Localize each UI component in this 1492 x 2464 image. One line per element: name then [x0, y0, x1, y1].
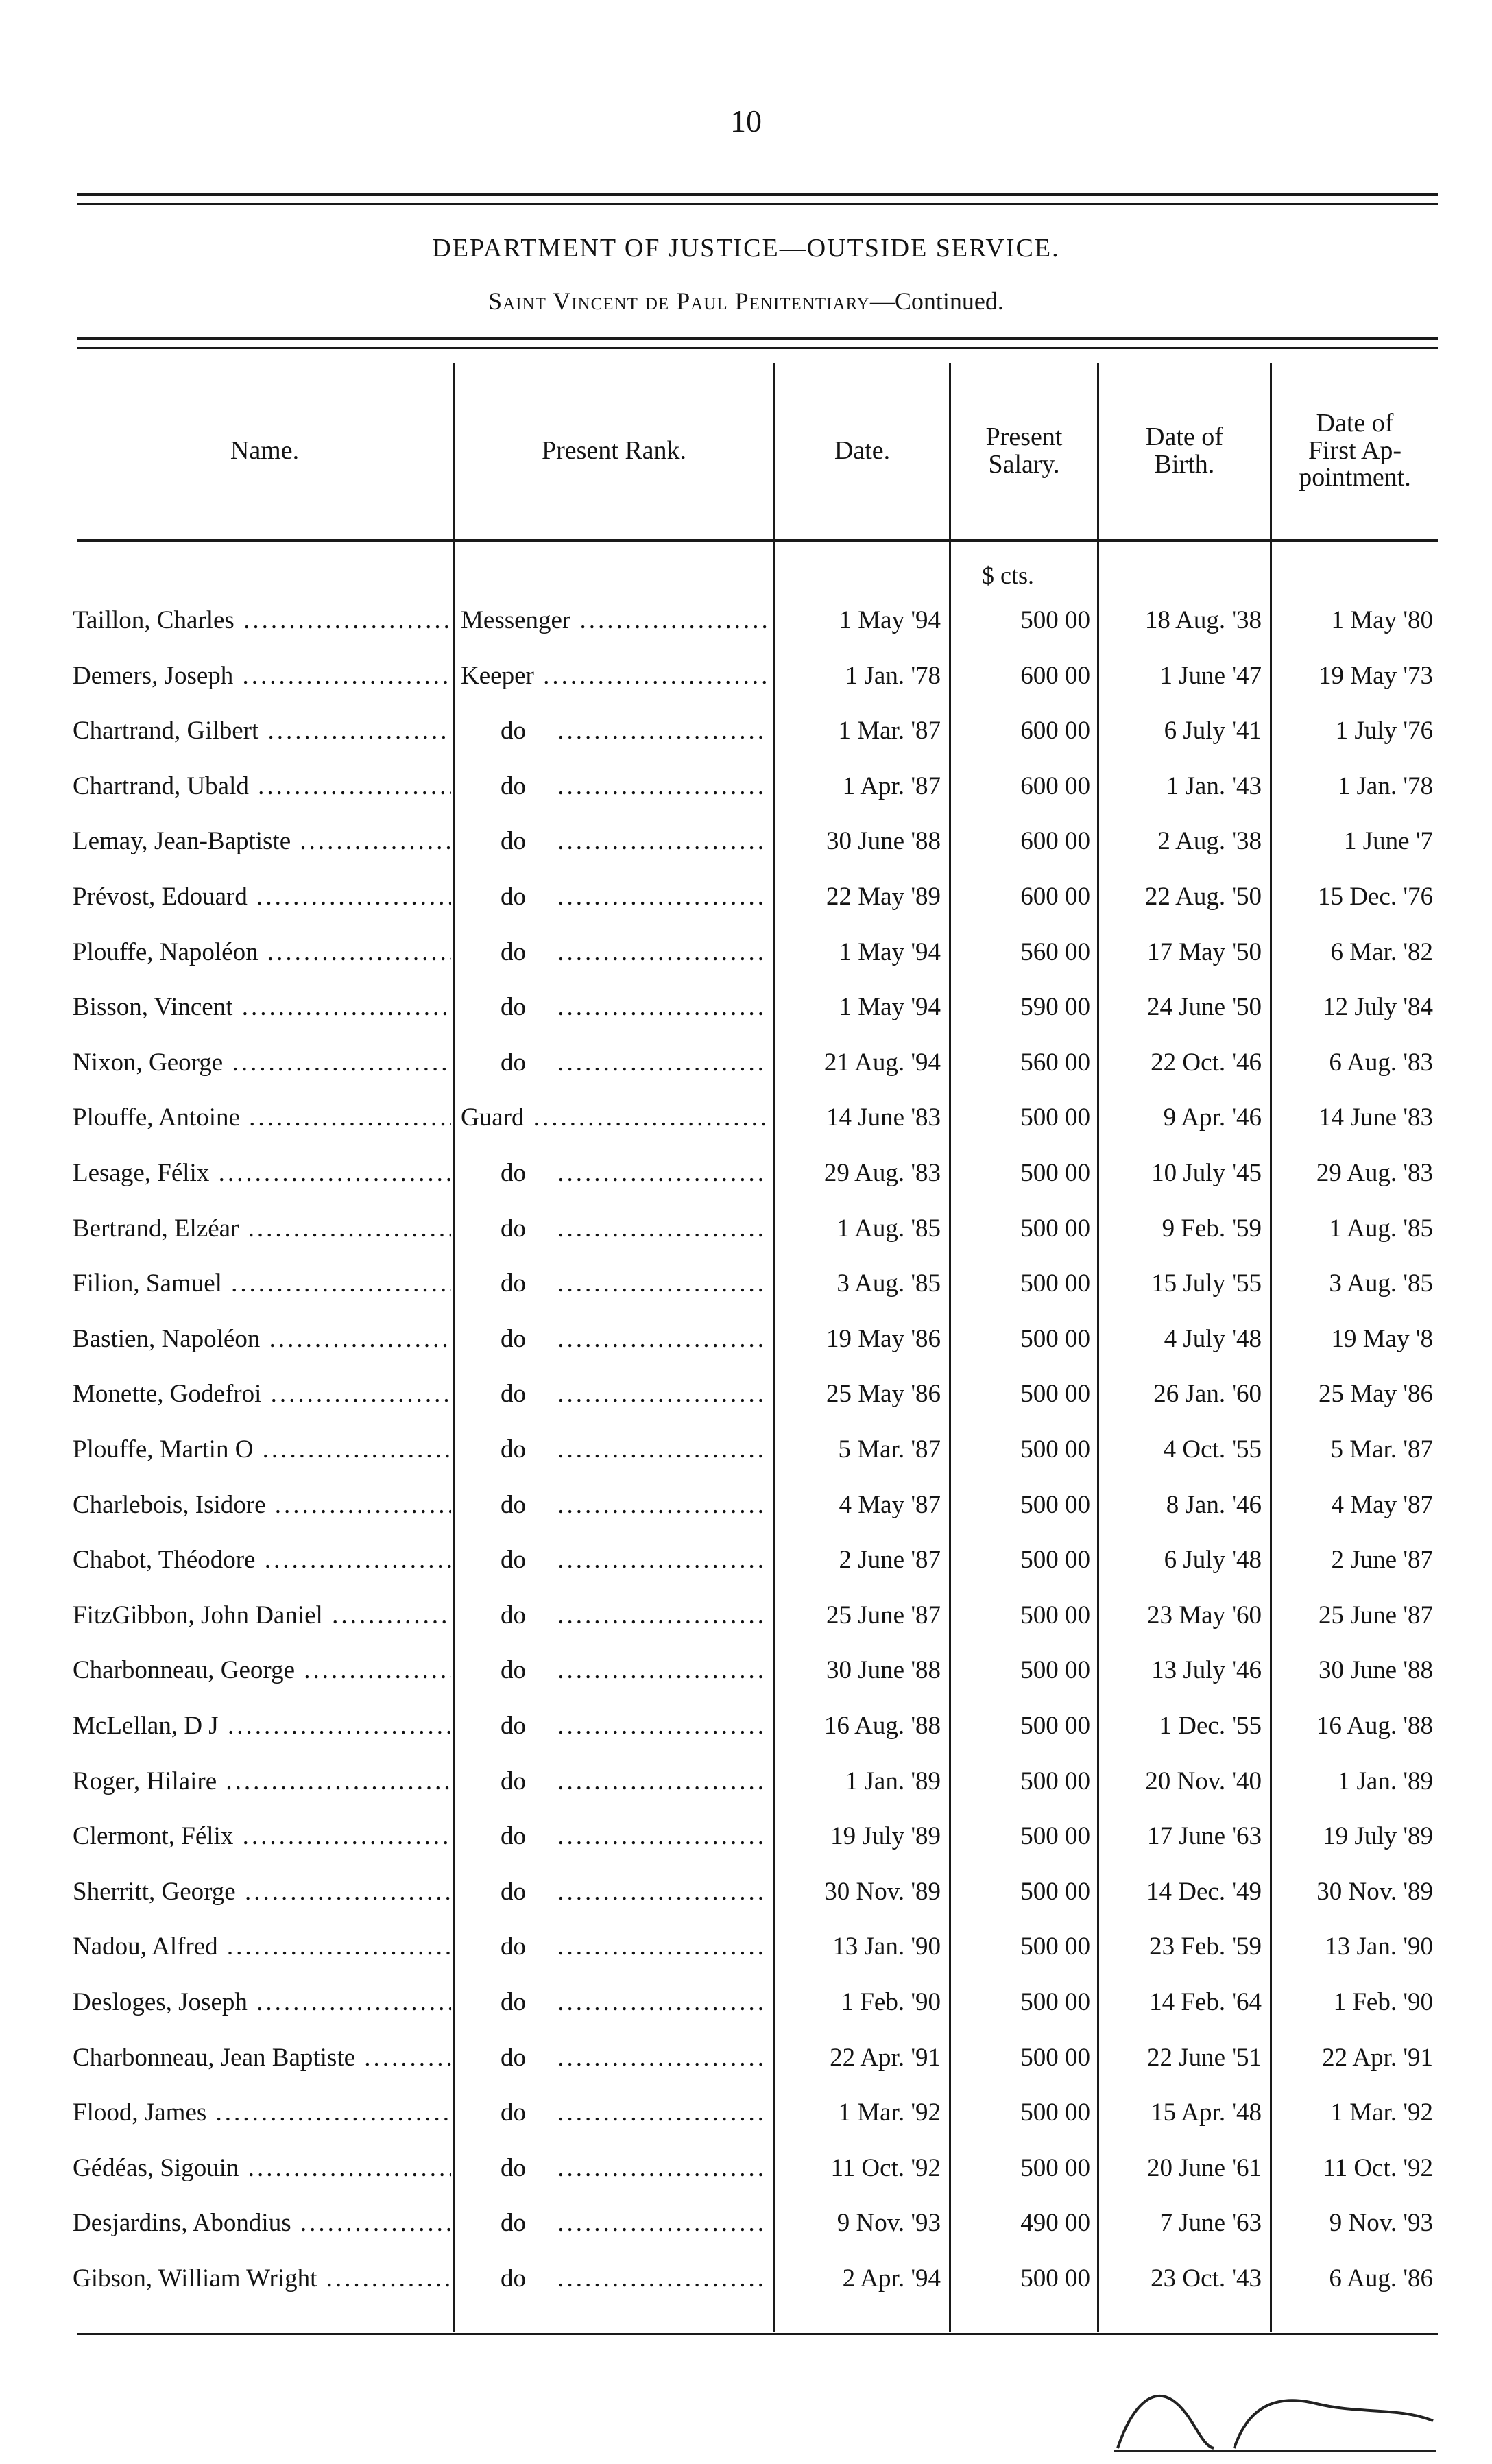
employee-name: Filion, Samuel .....	[73, 1256, 451, 1311]
date-of-first-appointment: 11 Oct. '92	[1323, 2153, 1433, 2182]
rank-date: 5 Mar. '87	[838, 1435, 941, 1463]
rank-date: 30 Nov. '89	[824, 1877, 941, 1906]
present-salary: 500 00	[1020, 1712, 1090, 1740]
present-salary: 500 00	[1020, 606, 1090, 634]
present-rank	[461, 1256, 768, 1311]
employee-name: Bertrand, Elzéar .....	[73, 1201, 451, 1256]
table-row	[0, 1588, 1492, 1643]
present-salary: 500 00	[1020, 1324, 1090, 1353]
employee-name: Taillon, Charles .....	[73, 593, 451, 648]
present-salary: 500 00	[1020, 2098, 1090, 2127]
present-rank	[461, 1699, 768, 1754]
date-of-first-appointment: 1 May '80	[1331, 606, 1433, 634]
employee-name: Flood, James .....	[73, 2085, 451, 2140]
rank-date: 14 June '83	[826, 1103, 941, 1132]
rank-date: 1 Mar. '87	[838, 717, 941, 745]
date-of-first-appointment: 30 Nov. '89	[1316, 1877, 1433, 1906]
date-of-first-appointment: 4 May '87	[1331, 1490, 1433, 1519]
present-salary: 500 00	[1020, 2043, 1090, 2072]
present-rank	[461, 2141, 768, 2196]
present-salary: 600 00	[1020, 661, 1090, 690]
rank-text: do	[501, 1712, 526, 1740]
present-rank	[461, 1090, 768, 1145]
date-of-first-appointment: 6 Mar. '82	[1330, 937, 1433, 966]
employee-name: Demers, Joseph .....	[73, 649, 451, 704]
employee-name: FitzGibbon, John Daniel .....	[73, 1588, 451, 1643]
present-salary: 500 00	[1020, 1546, 1090, 1575]
employee-name: Clermont, Félix .....	[73, 1809, 451, 1864]
present-rank	[461, 1367, 768, 1422]
date-of-birth: 4 Oct. '55	[1163, 1435, 1262, 1463]
rank-text: do	[501, 1601, 526, 1629]
present-rank	[461, 870, 768, 924]
date-of-birth: 15 July '55	[1151, 1269, 1262, 1298]
date-of-birth: 2 Aug. '38	[1157, 827, 1262, 856]
date-of-first-appointment: 6 Aug. '86	[1329, 2264, 1433, 2293]
present-rank	[461, 1975, 768, 2030]
header-date: Date.	[834, 435, 891, 465]
rank-date: 21 Aug. '94	[823, 1048, 941, 1077]
rank-text: do	[501, 1988, 526, 2016]
table-row	[0, 1699, 1492, 1754]
rank-text: do	[501, 1380, 526, 1409]
date-of-first-appointment: 2 June '87	[1331, 1546, 1433, 1575]
date-of-first-appointment: 16 Aug. '88	[1316, 1712, 1433, 1740]
present-salary: 500 00	[1020, 1822, 1090, 1851]
date-of-birth: 22 Aug. '50	[1144, 883, 1262, 911]
rank-text: do	[501, 827, 526, 856]
department-title: DEPARTMENT OF JUSTICE—OUTSIDE SERVICE.	[432, 234, 1060, 263]
rank-date: 13 Jan. '90	[832, 1933, 941, 1961]
rank-text: do	[501, 2153, 526, 2182]
present-rank	[461, 1865, 768, 1919]
date-of-birth: 8 Jan. '46	[1166, 1490, 1262, 1519]
table-row	[0, 1312, 1492, 1367]
rank-text: do	[501, 1435, 526, 1463]
employee-name: Lesage, Félix .....	[73, 1146, 451, 1201]
date-of-first-appointment: 1 Mar. '92	[1330, 2098, 1433, 2127]
rank-date: 1 Jan. '78	[845, 661, 941, 690]
rank-text: do	[501, 1269, 526, 1298]
header-bottom-rule	[77, 539, 1438, 542]
rank-text: do	[501, 1656, 526, 1685]
margin-scribble-mark	[1111, 2380, 1440, 2455]
rank-date: 2 Apr. '94	[842, 2264, 941, 2293]
table-row	[0, 1643, 1492, 1698]
table-row	[0, 814, 1492, 869]
table-row	[0, 1256, 1492, 1311]
date-of-birth: 17 May '50	[1147, 937, 1262, 966]
header-name: Name.	[230, 435, 300, 465]
rank-text: do	[501, 2209, 526, 2238]
rank-date: 22 Apr. '91	[830, 2043, 941, 2072]
rank-date: 1 May '94	[839, 993, 941, 1022]
present-rank	[461, 1809, 768, 1864]
present-salary: 500 00	[1020, 1656, 1090, 1685]
header-present-rank: Present Rank.	[541, 435, 687, 465]
table-row	[0, 1975, 1492, 2030]
employee-name: Charbonneau, Jean Baptiste .....	[73, 2031, 451, 2085]
date-of-birth: 23 May '60	[1147, 1601, 1262, 1629]
employee-name: Sherritt, George .....	[73, 1865, 451, 1919]
table-row	[0, 1478, 1492, 1533]
rank-text: do	[501, 1214, 526, 1243]
present-rank	[461, 1478, 768, 1533]
present-salary: 500 00	[1020, 1988, 1090, 2016]
present-salary: 490 00	[1020, 2209, 1090, 2238]
present-rank	[461, 704, 768, 758]
present-rank	[461, 2085, 768, 2140]
present-salary: 500 00	[1020, 2264, 1090, 2293]
rank-text: do	[501, 1933, 526, 1961]
table-row	[0, 1809, 1492, 1864]
rank-text: do	[501, 1767, 526, 1795]
present-salary: 500 00	[1020, 1490, 1090, 1519]
date-of-first-appointment: 19 July '89	[1323, 1822, 1433, 1851]
table-bottom-rule	[77, 2333, 1438, 2335]
rank-date: 25 June '87	[826, 1601, 941, 1629]
rank-date: 3 Aug. '85	[837, 1269, 941, 1298]
present-salary: 560 00	[1020, 1048, 1090, 1077]
date-of-first-appointment: 15 Dec. '76	[1318, 883, 1433, 911]
present-salary: 500 00	[1020, 2153, 1090, 2182]
rank-date: 19 July '89	[830, 1822, 941, 1851]
present-salary: 600 00	[1020, 717, 1090, 745]
date-of-birth: 1 June '47	[1159, 661, 1262, 690]
date-of-birth: 22 June '51	[1147, 2043, 1262, 2072]
present-salary: 500 00	[1020, 1435, 1090, 1463]
present-rank	[461, 1422, 768, 1477]
rank-text: do	[501, 717, 526, 745]
date-of-first-appointment: 29 Aug. '83	[1316, 1159, 1433, 1187]
header-present-salary: Present Salary.	[985, 422, 1063, 479]
date-of-first-appointment: 1 July '76	[1335, 717, 1433, 745]
present-rank	[461, 1312, 768, 1367]
present-rank	[461, 649, 768, 704]
date-of-birth: 10 July '45	[1151, 1159, 1262, 1187]
present-salary: 500 00	[1020, 1380, 1090, 1409]
date-of-first-appointment: 30 June '88	[1319, 1656, 1433, 1685]
rank-text: do	[501, 1822, 526, 1851]
rank-date: 11 Oct. '92	[830, 2153, 941, 2182]
rank-text: do	[501, 1159, 526, 1187]
present-rank	[461, 925, 768, 980]
employee-name: Nadou, Alfred .....	[73, 1919, 451, 1974]
date-of-birth: 7 June '63	[1159, 2209, 1262, 2238]
date-of-first-appointment: 19 May '73	[1319, 661, 1433, 690]
present-salary: 500 00	[1020, 1269, 1090, 1298]
date-of-birth: 6 July '48	[1164, 1546, 1262, 1575]
table-row	[0, 1036, 1492, 1090]
rank-date: 1 May '94	[839, 606, 941, 634]
rank-date: 1 Apr. '87	[842, 772, 941, 800]
rank-date: 19 May '86	[826, 1324, 941, 1353]
date-of-first-appointment: 9 Nov. '93	[1329, 2209, 1433, 2238]
date-of-first-appointment: 1 Jan. '89	[1337, 1767, 1433, 1795]
table-row	[0, 980, 1492, 1035]
rank-date: 30 June '88	[826, 1656, 941, 1685]
employee-name: Charlebois, Isidore .....	[73, 1478, 451, 1533]
table-row	[0, 759, 1492, 814]
subtitle-suffix: —Continued.	[869, 287, 1004, 315]
employee-name: Nixon, George .....	[73, 1036, 451, 1090]
page-number: 10	[730, 104, 762, 139]
table-row	[0, 1865, 1492, 1919]
employee-name: Plouffe, Napoléon .....	[73, 925, 451, 980]
present-salary: 500 00	[1020, 1159, 1090, 1187]
employee-name: Desjardins, Abondius .....	[73, 2196, 451, 2251]
present-salary: 500 00	[1020, 1214, 1090, 1243]
table-row	[0, 2251, 1492, 2306]
present-rank	[461, 814, 768, 869]
date-of-first-appointment: 13 Jan. '90	[1325, 1933, 1433, 1961]
date-of-birth: 23 Oct. '43	[1151, 2264, 1262, 2293]
rank-text: do	[501, 937, 526, 966]
table-row	[0, 2196, 1492, 2251]
header-date-of-birth: Date of Birth.	[1146, 422, 1223, 479]
date-of-birth: 26 Jan. '60	[1153, 1380, 1262, 1409]
rank-text: do	[501, 772, 526, 800]
present-salary: 560 00	[1020, 937, 1090, 966]
table-row	[0, 1533, 1492, 1588]
rank-date: 1 Feb. '90	[841, 1988, 941, 2016]
rank-text: do	[501, 1877, 526, 1906]
table-row	[0, 649, 1492, 704]
table-top-double-rule	[77, 337, 1438, 349]
present-rank	[461, 980, 768, 1035]
table-row	[0, 1090, 1492, 1145]
employee-name: Plouffe, Martin O .....	[73, 1422, 451, 1477]
rank-date: 1 Aug. '85	[837, 1214, 941, 1243]
rank-date: 25 May '86	[826, 1380, 941, 1409]
date-of-birth: 15 Apr. '48	[1151, 2098, 1262, 2127]
salary-unit-label: $ cts.	[982, 562, 1034, 589]
date-of-first-appointment: 19 May '8	[1331, 1324, 1433, 1353]
rank-date: 9 Nov. '93	[837, 2209, 941, 2238]
rank-text: do	[501, 993, 526, 1022]
employee-name: Plouffe, Antoine .....	[73, 1090, 451, 1145]
date-of-first-appointment: 1 Aug. '85	[1329, 1214, 1433, 1243]
table-row	[0, 704, 1492, 758]
employee-name: Charbonneau, George .....	[73, 1643, 451, 1698]
date-of-first-appointment: 14 June '83	[1319, 1103, 1433, 1132]
date-of-birth: 17 June '63	[1147, 1822, 1262, 1851]
date-of-first-appointment: 5 Mar. '87	[1330, 1435, 1433, 1463]
date-of-birth: 1 Dec. '55	[1159, 1712, 1262, 1740]
table-row	[0, 1201, 1492, 1256]
present-salary: 500 00	[1020, 1767, 1090, 1795]
rank-text: do	[501, 2098, 526, 2127]
employee-name: Gédéas, Sigouin .....	[73, 2141, 451, 2196]
rank-date: 1 Jan. '89	[845, 1767, 941, 1795]
present-rank	[461, 1533, 768, 1588]
rank-text: Messenger	[461, 606, 571, 634]
employee-name: Prévost, Edouard .....	[73, 870, 451, 924]
date-of-birth: 13 July '46	[1151, 1656, 1262, 1685]
employee-name: Gibson, William Wright .....	[73, 2251, 451, 2306]
present-rank	[461, 1588, 768, 1643]
date-of-first-appointment: 12 July '84	[1323, 993, 1433, 1022]
present-salary: 500 00	[1020, 1933, 1090, 1961]
date-of-first-appointment: 1 Jan. '78	[1337, 772, 1433, 800]
table-row	[0, 2141, 1492, 2196]
present-rank	[461, 2031, 768, 2085]
present-rank	[461, 1754, 768, 1809]
rank-text: Guard	[461, 1103, 525, 1132]
rank-text: do	[501, 1546, 526, 1575]
date-of-birth: 24 June '50	[1147, 993, 1262, 1022]
table-row	[0, 1146, 1492, 1201]
present-rank	[461, 759, 768, 814]
present-salary: 500 00	[1020, 1103, 1090, 1132]
present-rank	[461, 1146, 768, 1201]
present-salary: 500 00	[1020, 1601, 1090, 1629]
date-of-birth: 9 Feb. '59	[1162, 1214, 1262, 1243]
table-row	[0, 870, 1492, 924]
table-row	[0, 1919, 1492, 1974]
date-of-birth: 22 Oct. '46	[1151, 1048, 1262, 1077]
employee-name: Chartrand, Ubald .....	[73, 759, 451, 814]
rank-text: do	[501, 1324, 526, 1353]
employee-name: Bastien, Napoléon .....	[73, 1312, 451, 1367]
employee-name: Lemay, Jean-Baptiste .....	[73, 814, 451, 869]
table-row	[0, 925, 1492, 980]
header-first-appointment: Date of First Ap- pointment.	[1299, 408, 1411, 492]
date-of-first-appointment: 1 Feb. '90	[1333, 1988, 1433, 2016]
employee-name: Desloges, Joseph .....	[73, 1975, 451, 2030]
rank-date: 22 May '89	[826, 883, 941, 911]
rank-text: do	[501, 1048, 526, 1077]
table-row	[0, 2031, 1492, 2085]
rank-date: 29 Aug. '83	[823, 1159, 941, 1187]
subtitle-main: Saint Vincent de Paul Penitentiary	[488, 287, 870, 315]
date-of-first-appointment: 3 Aug. '85	[1329, 1269, 1433, 1298]
present-salary: 600 00	[1020, 883, 1090, 911]
date-of-birth: 23 Feb. '59	[1149, 1933, 1262, 1961]
date-of-birth: 14 Feb. '64	[1149, 1988, 1262, 2016]
rank-date: 2 June '87	[839, 1546, 941, 1575]
date-of-birth: 14 Dec. '49	[1146, 1877, 1262, 1906]
employee-name: Roger, Hilaire .....	[73, 1754, 451, 1809]
table-row	[0, 1367, 1492, 1422]
present-rank	[461, 1919, 768, 1974]
present-rank	[461, 1201, 768, 1256]
rank-text: do	[501, 2043, 526, 2072]
date-of-birth: 9 Apr. '46	[1163, 1103, 1262, 1132]
date-of-birth: 4 July '48	[1164, 1324, 1262, 1353]
present-salary: 590 00	[1020, 993, 1090, 1022]
present-rank	[461, 593, 768, 648]
rank-text: do	[501, 883, 526, 911]
employee-name: Bisson, Vincent .....	[73, 980, 451, 1035]
rank-text: do	[501, 2264, 526, 2293]
date-of-first-appointment: 6 Aug. '83	[1329, 1048, 1433, 1077]
present-salary: 500 00	[1020, 1877, 1090, 1906]
top-double-rule	[77, 193, 1438, 205]
table-row	[0, 2085, 1492, 2140]
present-rank	[461, 2196, 768, 2251]
rank-date: 4 May '87	[839, 1490, 941, 1519]
table-row	[0, 1754, 1492, 1809]
present-rank	[461, 2251, 768, 2306]
present-rank	[461, 1036, 768, 1090]
date-of-birth: 20 Nov. '40	[1145, 1767, 1262, 1795]
rank-text: Keeper	[461, 661, 534, 690]
date-of-first-appointment: 1 June '7	[1344, 827, 1433, 856]
employee-name: Chabot, Théodore .....	[73, 1533, 451, 1588]
rank-text: do	[501, 1490, 526, 1519]
employee-name: Chartrand, Gilbert .....	[73, 704, 451, 758]
rank-date: 1 Mar. '92	[838, 2098, 941, 2127]
date-of-birth: 6 July '41	[1164, 717, 1262, 745]
table-row	[0, 1422, 1492, 1477]
date-of-first-appointment: 25 May '86	[1319, 1380, 1433, 1409]
section-subtitle	[0, 287, 1492, 315]
date-of-birth: 20 June '61	[1147, 2153, 1262, 2182]
rank-date: 16 Aug. '88	[823, 1712, 941, 1740]
present-rank	[461, 1643, 768, 1698]
rank-date: 30 June '88	[826, 827, 941, 856]
employee-name: McLellan, D J .....	[73, 1699, 451, 1754]
employee-name: Monette, Godefroi .....	[73, 1367, 451, 1422]
date-of-first-appointment: 25 June '87	[1319, 1601, 1433, 1629]
table-row	[0, 593, 1492, 648]
date-of-birth: 18 Aug. '38	[1144, 606, 1262, 634]
date-of-first-appointment: 22 Apr. '91	[1322, 2043, 1433, 2072]
present-salary: 600 00	[1020, 827, 1090, 856]
present-salary: 600 00	[1020, 772, 1090, 800]
rank-date: 1 May '94	[839, 937, 941, 966]
date-of-birth: 1 Jan. '43	[1166, 772, 1262, 800]
